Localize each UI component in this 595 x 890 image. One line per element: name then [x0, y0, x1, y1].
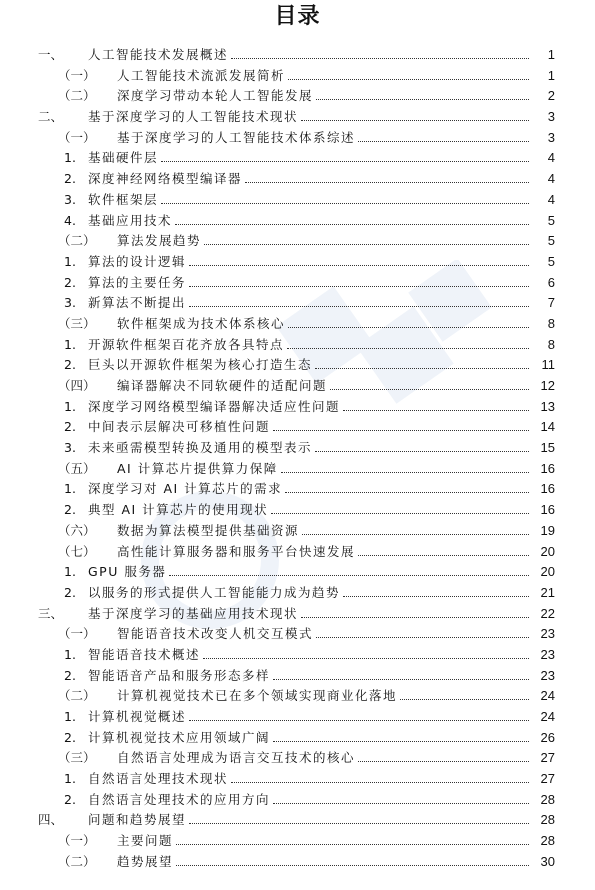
toc-entry-page: 23	[540, 626, 555, 642]
toc-dot-leader	[169, 575, 529, 576]
toc-entry[interactable]	[0, 707, 595, 728]
toc-entry-page: 23	[540, 667, 555, 683]
toc-entry-title: 自然语言处理技术现状	[88, 771, 229, 787]
toc-entry-number: （三）	[58, 315, 96, 331]
toc-entry-page: 15	[540, 440, 555, 456]
toc-entry-page: 20	[540, 564, 555, 580]
toc-dot-leader	[189, 823, 529, 824]
toc-dot-leader	[301, 617, 529, 618]
toc-entry-number: 2.	[64, 791, 76, 807]
toc-entry-page: 4	[547, 150, 555, 166]
toc-entry-number: （二）	[58, 88, 96, 104]
toc-entry[interactable]	[0, 335, 595, 356]
toc-entry-page: 5	[547, 253, 555, 269]
toc-dot-leader	[316, 99, 529, 100]
toc-entry-number: （六）	[58, 522, 96, 538]
toc-dot-leader	[161, 161, 529, 162]
toc-entry-title: 主要问题	[117, 833, 174, 849]
toc-entry-title: 新算法不断提出	[88, 295, 187, 311]
toc-dot-leader	[273, 803, 529, 804]
toc-entry-title: 巨头以开源软件框架为核心打造生态	[88, 357, 313, 373]
toc-entry-page: 7	[547, 295, 555, 311]
toc-entry-page: 5	[547, 233, 555, 249]
toc-entry-number: 一、	[38, 47, 64, 62]
toc-dot-leader	[358, 141, 529, 142]
toc-entry-title: 问题和趋势展望	[88, 812, 187, 828]
toc-entry-page: 27	[540, 771, 555, 787]
toc-dot-leader	[301, 120, 529, 121]
toc-entry-page: 3	[547, 109, 555, 125]
toc-entry-number: 2.	[64, 274, 76, 290]
toc-entry-number: 四、	[38, 812, 64, 828]
toc-list	[0, 45, 595, 873]
toc-entry[interactable]	[0, 500, 595, 521]
toc-entry-page: 16	[540, 460, 555, 476]
toc-entry-number: 1.	[64, 398, 76, 414]
toc-entry[interactable]	[0, 376, 595, 397]
toc-entry-number: 1.	[64, 253, 76, 269]
toc-entry-title: 深度神经网络模型编译器	[88, 171, 243, 187]
toc-entry-title: 智能语音技术改变人机交互模式	[117, 626, 314, 642]
toc-entry-page: 1	[547, 47, 555, 62]
toc-dot-leader	[343, 410, 529, 411]
toc-title: 目录	[274, 4, 321, 29]
toc-dot-leader	[330, 389, 529, 390]
toc-entry-number: 1.	[64, 336, 76, 352]
toc-entry-number: （二）	[58, 688, 96, 704]
toc-entry-number: （二）	[58, 853, 96, 869]
toc-entry-number: （一）	[58, 833, 96, 849]
toc-entry-title: 典型 AI 计算芯片的使用现状	[88, 502, 269, 518]
toc-entry-page: 28	[540, 791, 555, 807]
toc-entry[interactable]	[0, 521, 595, 542]
toc-dot-leader	[245, 182, 529, 183]
toc-entry-number: （四）	[58, 378, 96, 393]
toc-dot-leader	[288, 79, 529, 80]
toc-entry-number: 2.	[64, 502, 76, 518]
toc-entry[interactable]	[0, 148, 595, 169]
toc-entry-page: 3	[547, 129, 555, 145]
toc-entry-page: 2	[547, 88, 555, 104]
toc-entry-page: 24	[540, 709, 555, 724]
toc-entry[interactable]	[0, 810, 595, 831]
toc-entry-page: 14	[540, 419, 555, 435]
toc-entry-page: 16	[540, 481, 555, 497]
toc-entry-title: 趋势展望	[117, 853, 174, 869]
toc-entry-page: 28	[540, 812, 555, 828]
toc-dot-leader	[231, 58, 529, 59]
toc-entry[interactable]	[0, 293, 595, 314]
toc-entry-page: 26	[540, 729, 555, 745]
toc-dot-leader	[271, 513, 529, 514]
toc-entry[interactable]	[0, 45, 595, 66]
toc-dot-leader	[189, 720, 529, 721]
toc-dot-leader	[343, 596, 529, 597]
toc-entry[interactable]	[0, 314, 595, 335]
toc-entry-title: 开源软件框架百花齐放各具特点	[88, 336, 285, 352]
toc-entry-number: 3.	[64, 440, 76, 456]
toc-entry[interactable]	[0, 666, 595, 687]
toc-entry-title: 计算机视觉概述	[88, 709, 187, 724]
toc-entry-title: 深度学习带动本轮人工智能发展	[117, 88, 314, 104]
toc-entry-number: （一）	[58, 626, 96, 642]
toc-entry-number: 3.	[64, 191, 76, 207]
toc-entry[interactable]	[0, 686, 595, 707]
toc-entry-page: 1	[547, 67, 555, 83]
toc-entry-number: 2.	[64, 667, 76, 683]
toc-entry-title: 深度学习网络模型编译器解决适应性问题	[88, 398, 341, 414]
toc-entry-number: 2.	[64, 729, 76, 745]
toc-entry-page: 8	[547, 336, 555, 352]
toc-entry-title: 基于深度学习的基础应用技术现状	[88, 605, 299, 621]
toc-entry-title: GPU 服务器	[88, 564, 167, 580]
toc-entry-number: 2.	[64, 171, 76, 187]
toc-entry-number: 1.	[64, 481, 76, 497]
toc-entry[interactable]	[0, 831, 595, 852]
toc-entry-title: 软件框架成为技术体系核心	[117, 315, 286, 331]
toc-entry-number: 二、	[38, 109, 64, 125]
toc-entry[interactable]	[0, 211, 595, 232]
toc-entry-number: （三）	[58, 750, 96, 766]
toc-entry-page: 5	[547, 212, 555, 228]
toc-entry[interactable]	[0, 128, 595, 149]
toc-entry-number: （二）	[58, 233, 96, 249]
toc-dot-leader	[204, 244, 529, 245]
toc-entry-title: 基础应用技术	[88, 212, 173, 228]
toc-entry-page: 28	[540, 833, 555, 849]
toc-entry-title: 编译器解决不同软硬件的适配问题	[117, 378, 328, 393]
toc-entry-page: 8	[547, 315, 555, 331]
toc-dot-leader	[176, 844, 529, 845]
toc-entry-title: 算法的主要任务	[88, 274, 187, 290]
toc-dot-leader	[189, 265, 529, 266]
toc-dot-leader	[189, 306, 529, 307]
toc-dot-leader	[203, 658, 529, 659]
toc-entry-number: （一）	[58, 129, 96, 145]
toc-entry[interactable]	[0, 438, 595, 459]
toc-dot-leader	[273, 430, 529, 431]
toc-entry-title: 智能语音技术概述	[88, 646, 201, 662]
toc-entry-page: 27	[540, 750, 555, 766]
toc-dot-leader	[273, 679, 529, 680]
toc-entry[interactable]	[0, 645, 595, 666]
toc-entry-number: 1.	[64, 709, 76, 724]
toc-entry[interactable]	[0, 355, 595, 376]
toc-entry[interactable]	[0, 86, 595, 107]
toc-entry-page: 20	[540, 543, 555, 559]
toc-entry-page: 4	[547, 171, 555, 187]
toc-entry-title: 自然语言处理成为语言交互技术的核心	[117, 750, 356, 766]
toc-entry-page: 13	[540, 398, 555, 414]
toc-entry-title: 计算机视觉技术应用领域广阔	[88, 729, 271, 745]
toc-entry[interactable]	[0, 542, 595, 563]
toc-entry-title: 深度学习对 AI 计算芯片的需求	[88, 481, 283, 497]
toc-dot-leader	[287, 348, 529, 349]
toc-entry[interactable]	[0, 748, 595, 769]
toc-entry[interactable]	[0, 624, 595, 645]
toc-entry-page: 22	[540, 605, 555, 621]
toc-dot-leader	[231, 782, 529, 783]
toc-entry[interactable]	[0, 417, 595, 438]
toc-dot-leader	[358, 761, 529, 762]
toc-entry-title: 基础硬件层	[88, 150, 159, 166]
toc-entry-title: 算法发展趋势	[117, 233, 202, 249]
toc-dot-leader	[316, 637, 529, 638]
toc-entry[interactable]	[0, 252, 595, 273]
toc-entry-number: 三、	[38, 605, 64, 621]
toc-entry-title: 基于深度学习的人工智能技术现状	[88, 109, 299, 125]
toc-dot-leader	[175, 224, 529, 225]
toc-entry[interactable]	[0, 459, 595, 480]
toc-dot-leader	[358, 555, 529, 556]
toc-entry-page: 24	[540, 688, 555, 704]
toc-entry-title: 自然语言处理技术的应用方向	[88, 791, 271, 807]
toc-entry-title: 中间表示层解决可移植性问题	[88, 419, 271, 435]
toc-entry[interactable]	[0, 231, 595, 252]
toc-entry-number: 2.	[64, 357, 76, 373]
toc-entry[interactable]	[0, 790, 595, 811]
toc-dot-leader	[315, 368, 529, 369]
toc-entry-title: 智能语音产品和服务形态多样	[88, 667, 271, 683]
toc-entry-title: 以服务的形式提供人工智能能力成为趋势	[88, 584, 341, 600]
toc-dot-leader	[315, 451, 529, 452]
toc-entry-number: 1.	[64, 150, 76, 166]
toc-entry-title: 数据为算法模型提供基础资源	[117, 522, 300, 538]
toc-entry-number: 2.	[64, 419, 76, 435]
toc-entry-page: 23	[540, 646, 555, 662]
toc-entry[interactable]	[0, 562, 595, 583]
toc-entry-number: 1.	[64, 646, 76, 662]
toc-entry[interactable]	[0, 852, 595, 873]
toc-dot-leader	[273, 741, 529, 742]
toc-entry-title: 算法的设计逻辑	[88, 253, 187, 269]
toc-entry-title: 未来亟需模型转换及通用的模型表示	[88, 440, 313, 456]
toc-entry[interactable]	[0, 66, 595, 87]
toc-entry[interactable]	[0, 769, 595, 790]
toc-entry[interactable]	[0, 397, 595, 418]
toc-entry[interactable]	[0, 583, 595, 604]
toc-entry-title: AI 计算芯片提供算力保障	[117, 460, 278, 476]
toc-dot-leader	[189, 286, 529, 287]
toc-entry-page: 11	[541, 357, 555, 373]
toc-entry-page: 30	[540, 853, 555, 869]
toc-entry-number: 1.	[64, 771, 76, 787]
toc-dot-leader	[288, 327, 529, 328]
toc-entry-page: 21	[540, 584, 555, 600]
toc-entry[interactable]	[0, 728, 595, 749]
toc-entry[interactable]	[0, 169, 595, 190]
toc-dot-leader	[285, 492, 529, 493]
toc-entry-title: 高性能计算服务器和服务平台快速发展	[117, 543, 356, 559]
toc-entry-number: 2.	[64, 584, 76, 600]
toc-entry-title: 计算机视觉技术已在多个领域实现商业化落地	[117, 688, 398, 704]
toc-entry-title: 人工智能技术发展概述	[88, 47, 229, 62]
toc-entry-page: 12	[540, 378, 555, 393]
toc-entry[interactable]	[0, 107, 595, 128]
toc-entry-number: 1.	[64, 564, 76, 580]
toc-entry-title: 基于深度学习的人工智能技术体系综述	[117, 129, 356, 145]
toc-entry-number: 4.	[64, 212, 76, 228]
toc-entry-number: （五）	[58, 460, 96, 476]
toc-entry[interactable]	[0, 273, 595, 294]
toc-dot-leader	[281, 472, 529, 473]
toc-dot-leader	[176, 865, 529, 866]
toc-dot-leader	[161, 203, 529, 204]
toc-dot-leader	[302, 534, 529, 535]
toc-entry-page: 6	[547, 274, 555, 290]
toc-entry-title: 软件框架层	[88, 191, 159, 207]
toc-entry[interactable]	[0, 190, 595, 211]
toc-entry-page: 16	[540, 502, 555, 518]
toc-entry-number: 3.	[64, 295, 76, 311]
toc-entry-page: 4	[547, 191, 555, 207]
toc-entry-title: 人工智能技术流派发展简析	[117, 67, 286, 83]
toc-dot-leader	[400, 699, 529, 700]
toc-entry[interactable]	[0, 479, 595, 500]
toc-entry-page: 19	[540, 522, 555, 538]
toc-entry-number: （一）	[58, 67, 96, 83]
toc-entry[interactable]	[0, 604, 595, 625]
toc-entry-number: （七）	[58, 543, 96, 559]
